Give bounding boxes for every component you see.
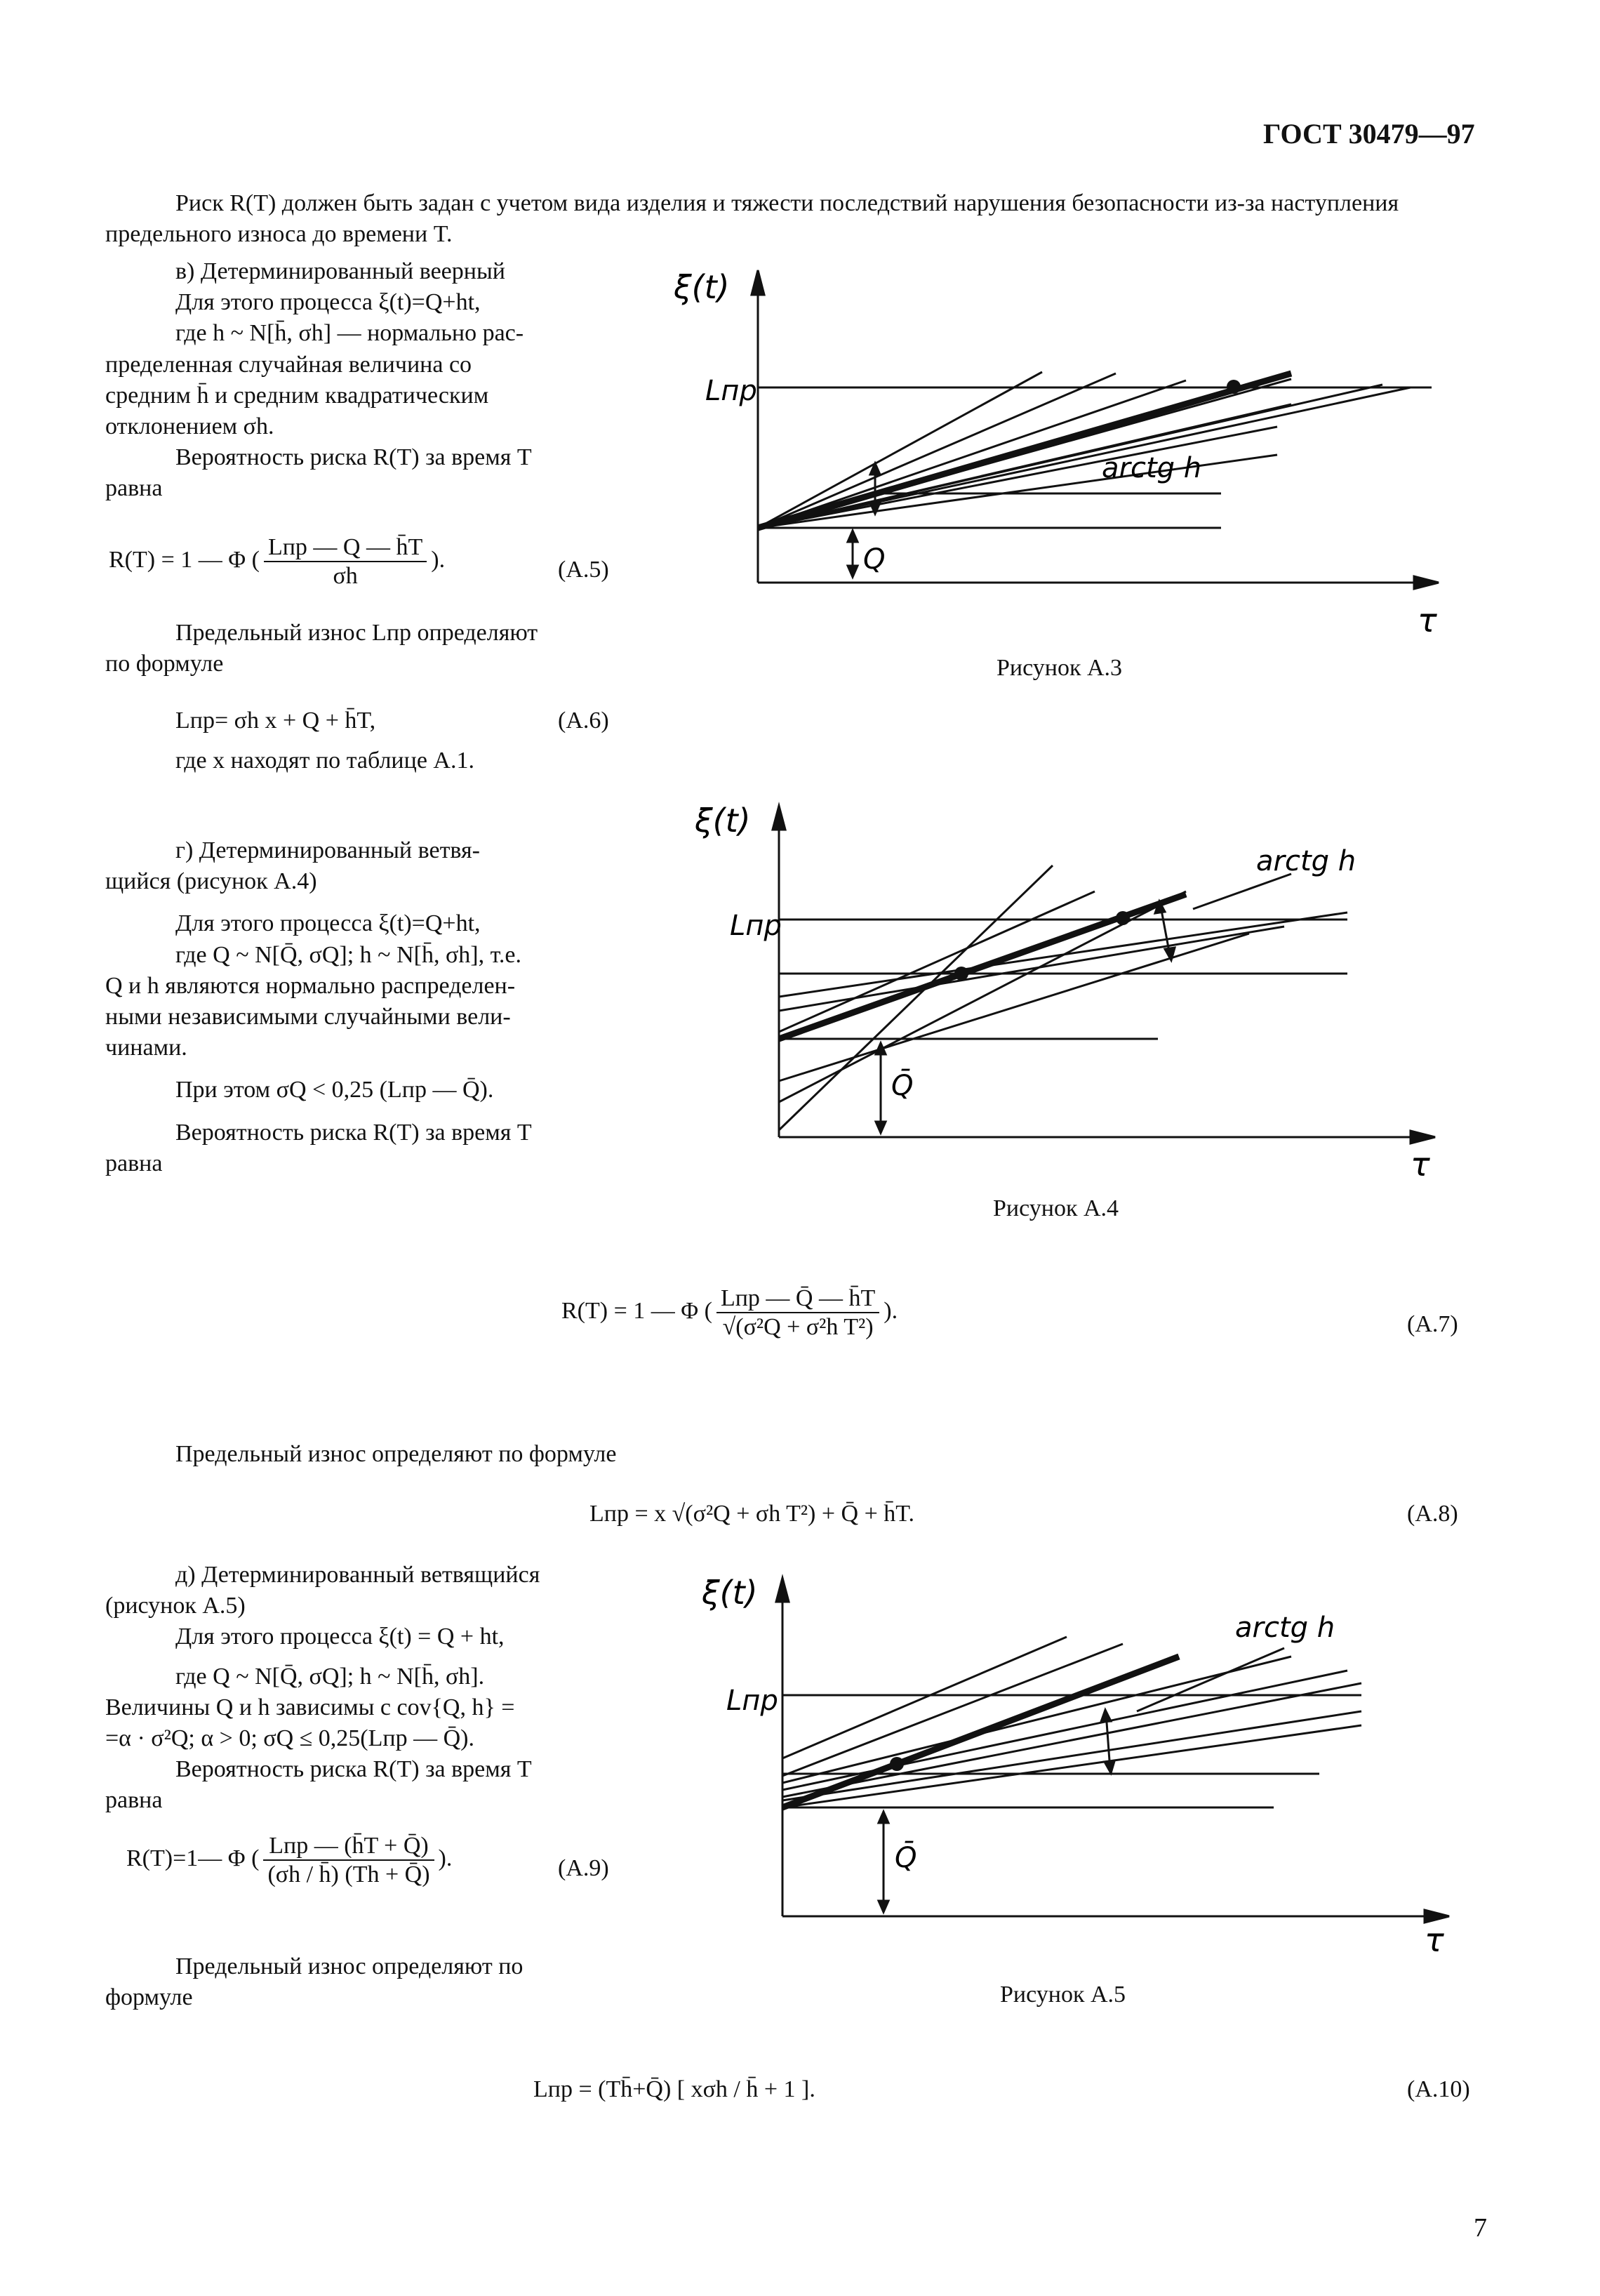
fig5-y-label: ξ(t): [702, 1574, 758, 1612]
fig5-l-label: Lпр: [726, 1685, 778, 1717]
point-lower: [954, 967, 968, 981]
mean-line: [758, 373, 1291, 528]
section-v-line: отклонением σh.: [105, 413, 274, 439]
eq-fraction: [264, 533, 427, 590]
eq-rhs: ).: [884, 1297, 898, 1324]
fig5-angle-label: arctg h: [1235, 1612, 1335, 1644]
section-d-line: (рисунок А.5): [105, 1593, 246, 1619]
section-d-line: =α · σ²Q; α > 0; σQ ≤ 0,25(Lпр — Q̄).: [105, 1725, 474, 1751]
branch-line: [779, 865, 1053, 1130]
eq-rhs: ).: [438, 1845, 453, 1871]
intersection-point: [890, 1757, 904, 1771]
section-g-line: Вероятность риска R(T) за время T: [175, 1119, 532, 1146]
eq-lhs: R(T)=1— Φ (: [126, 1845, 260, 1871]
eq-number-a9: (А.9): [558, 1855, 609, 1881]
figure-a4: [674, 800, 1474, 1179]
section-v-line: средним h̄ и средним квадратическим: [105, 382, 489, 409]
eq-numerator: Lпр — Q — h̄T: [264, 533, 427, 562]
fig3-q-label: Q: [863, 543, 886, 576]
eq-number-a7: (А.7): [1407, 1311, 1458, 1337]
section-d-line: Величины Q и h зависимы с cov{Q, h} =: [105, 1694, 515, 1720]
section-v-line: Предельный износ Lпр определяют: [175, 620, 538, 646]
equation-a5: [109, 533, 445, 590]
fan-line: [758, 373, 1116, 528]
section-d: [105, 1560, 653, 1817]
eq-fraction: [716, 1285, 879, 1341]
eq-denominator: (σh / h̄) (Th + Q̄): [267, 1862, 430, 1888]
y-axis-arrow: [776, 1578, 789, 1602]
section-v-title: в) Детерминированный веерный: [175, 258, 506, 284]
angle-leader: [1193, 874, 1291, 909]
equation-a10: Lпр = (Th̄+Q̄) [ xσh / h̄ + 1 ].: [533, 2076, 815, 2102]
branch-line: [779, 927, 1284, 1011]
fig4-y-label: ξ(t): [695, 802, 751, 840]
eq-denominator: √(σ²Q + σ²h T²): [722, 1314, 874, 1341]
eq-lhs: R(T) = 1 — Φ (: [109, 546, 260, 573]
branch-line: [782, 1711, 1361, 1800]
fig4-q-label: Q̄: [891, 1070, 914, 1102]
mid-text: Предельный износ определяют по формуле: [175, 1441, 617, 1467]
eq-numerator: Lпр — (h̄T + Q̄): [263, 1832, 434, 1861]
section-v-line: по формуле: [105, 651, 224, 677]
angle-arrow-down: [1105, 1761, 1114, 1773]
section-g-line: Для этого процесса ξ(t)=Q+ht,: [175, 910, 481, 937]
fig5-caption: Рисунок А.5: [1000, 1982, 1126, 2008]
section-g-line: ными независимыми случайными вели-: [105, 1003, 511, 1030]
y-axis-arrow: [752, 270, 764, 295]
q-arrow-down: [879, 1901, 888, 1912]
section-v-line: равна: [105, 475, 163, 502]
section-d-line: где Q ~ N[Q̄, σQ]; h ~ N[h̄, σh].: [175, 1663, 485, 1690]
fan-line: [758, 372, 1042, 528]
eq-number-a8: (А.8): [1407, 1501, 1458, 1527]
eq-rhs: ).: [431, 546, 446, 573]
eq-number-a6: (А.6): [558, 708, 609, 734]
fig5-x-label: τ: [1425, 1921, 1444, 1951]
eq-number-a5: (А.5): [558, 557, 609, 583]
branch-line: [779, 891, 1095, 1032]
fig4-l-label: Lпр: [730, 910, 782, 942]
section-v: [105, 256, 625, 505]
section-d-line: формуле: [105, 1984, 193, 2011]
section-d-line: Предельный износ определяют по: [175, 1953, 524, 1979]
section-g-line: щийся (рисунок А.4): [105, 868, 317, 895]
figure-a3: [674, 267, 1474, 646]
fig4-caption: Рисунок А.4: [993, 1195, 1119, 1221]
page-header: ГОСТ 30479—97: [1263, 118, 1475, 150]
q-arrow-up: [876, 1043, 886, 1054]
q-arrow-up: [879, 1812, 888, 1823]
q-arrow-down: [848, 566, 858, 577]
section-d-line: Вероятность риска R(T) за время T: [175, 1756, 532, 1783]
equation-a7: [561, 1285, 898, 1341]
section-g-line: г) Детерминированный ветвя-: [175, 837, 480, 863]
q-arrow-up: [848, 531, 858, 542]
fig3-x-label: τ: [1418, 602, 1437, 639]
branch-line: [782, 1657, 1291, 1783]
section-v-line: Для этого процесса ξ(t)=Q+ht,: [175, 289, 481, 316]
fig3-angle-label: arctg h: [1102, 452, 1202, 484]
section-g-line: Q и h являются нормально распределен-: [105, 972, 516, 999]
y-axis-arrow: [773, 806, 785, 830]
branch-line: [782, 1637, 1067, 1758]
section-g: [105, 835, 625, 1179]
angle-arrow-up: [1101, 1710, 1111, 1722]
equation-a9: [126, 1832, 452, 1888]
fig3-l-label: Lпр: [705, 375, 757, 407]
point-upper: [1116, 911, 1130, 925]
section-v-line: Вероятность риска R(T) за время T: [175, 444, 532, 471]
fig4-x-label: τ: [1411, 1146, 1430, 1179]
section-v-line: где h ~ N[h̄, σh] — нормально рас-: [175, 320, 524, 347]
eq-numerator: Lпр — Q̄ — h̄T: [716, 1285, 879, 1313]
section-v-line: пределенная случайная величина со: [105, 351, 472, 378]
q-arrow-down: [876, 1122, 886, 1133]
fan-line: [758, 404, 1291, 528]
section-g-line: чинами.: [105, 1035, 187, 1061]
section-g-line: равна: [105, 1150, 163, 1176]
section-d-line: д) Детерминированный ветвящийся: [175, 1562, 540, 1588]
x-axis-arrow: [1414, 576, 1439, 589]
section-d-line: Для этого процесса ξ(t) = Q + ht,: [175, 1624, 505, 1650]
fig4-angle-label: arctg h: [1256, 845, 1356, 877]
branch-line: [782, 1725, 1361, 1807]
section-d-line: равна: [105, 1787, 163, 1814]
fig5-q-label: Q̄: [895, 1842, 917, 1874]
equation-a8: Lпр = x √(σ²Q + σh T²) + Q̄ + h̄T.: [589, 1501, 915, 1527]
section-g-line: При этом σQ < 0,25 (Lпр — Q̄).: [175, 1077, 494, 1103]
equation-a6: Lпр= σh x + Q + h̄T,: [175, 708, 376, 734]
eq-lhs: R(T) = 1 — Φ (: [561, 1297, 712, 1324]
page-number: 7: [1474, 2213, 1487, 2243]
section-d-cont: [105, 1951, 653, 2013]
eq-number-a10: (А.10): [1407, 2076, 1470, 2102]
fan-line: [758, 387, 1411, 528]
section-g-line: где Q ~ N[Q̄, σQ]; h ~ N[h̄, σh], т.е.: [175, 941, 521, 968]
intro-paragraph: Риск R(T) должен быть задан с учетом вида изделия и тяжести последствий нарушения безопасности из-за наступления предельного износа до времени T.: [105, 190, 1399, 248]
fig3-caption: Рисунок А.3: [996, 655, 1123, 681]
section-v-line: где x находят по таблице А.1.: [175, 748, 474, 774]
intersection-point: [1227, 380, 1241, 394]
figure-a5: [702, 1572, 1474, 1951]
eq-fraction: [263, 1832, 434, 1888]
x-axis-arrow: [1411, 1131, 1435, 1143]
section-v-cont: [105, 618, 625, 679]
eq-denominator: σh: [333, 563, 358, 590]
fig3-y-label: ξ(t): [674, 268, 730, 306]
